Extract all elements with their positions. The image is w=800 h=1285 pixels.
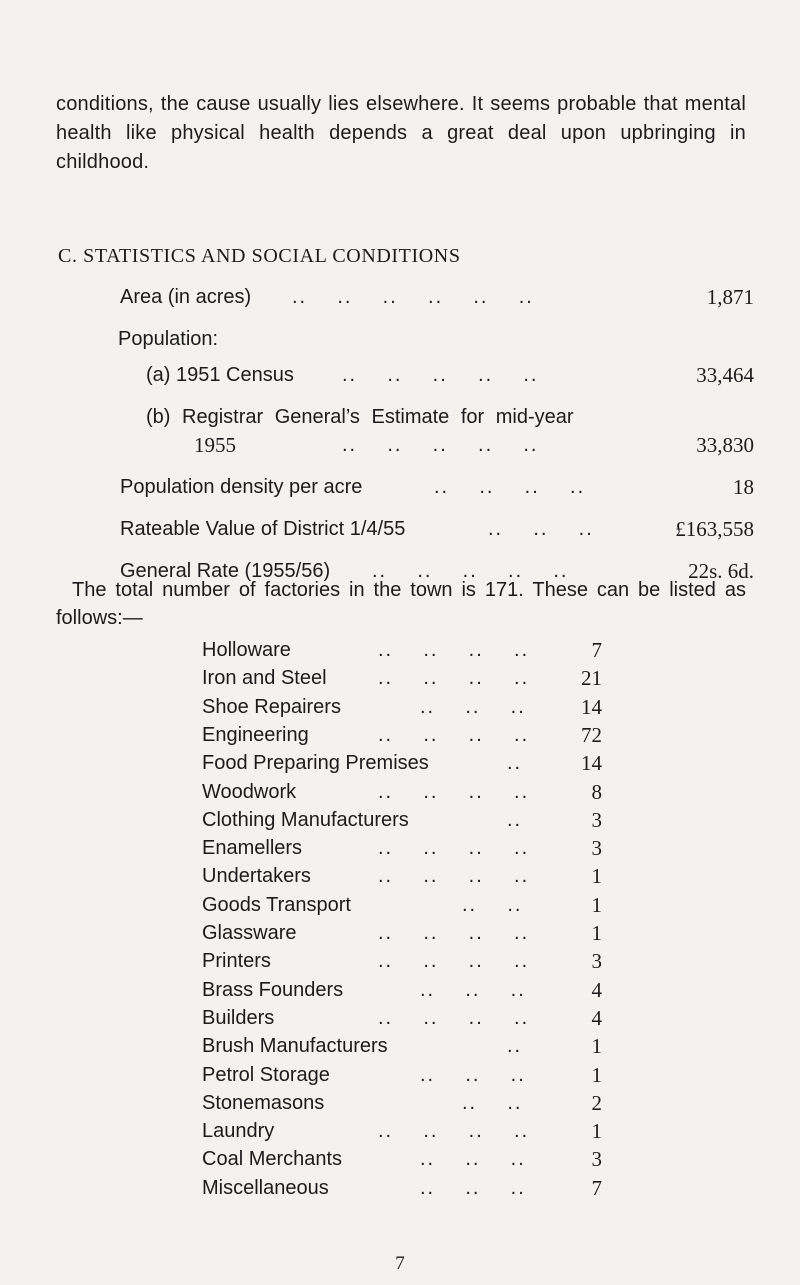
stat-census: (a) 1951 Census .. .. .. .. .. 33,464 [120, 360, 754, 390]
factory-type: Undertakers [202, 865, 311, 888]
factory-row: Food Preparing Premises .. 14 [202, 751, 602, 776]
factory-row: Printers .. .. .. .. 3 [202, 949, 602, 974]
stat-population-heading [118, 324, 752, 354]
factory-count: 1 [591, 892, 602, 917]
factory-row: Coal Merchants .. .. .. 3 [202, 1147, 602, 1172]
stat-general-rate-value: 22s. 6d. [688, 559, 754, 583]
factory-type: Clothing Manufacturers [202, 808, 409, 831]
factory-count: 1 [591, 1062, 602, 1087]
factories-intro-paragraph: The total number of factories in the town is 171. These can be listed as follows:— [56, 579, 746, 629]
factory-type: Printers [202, 950, 271, 973]
stat-estimate-line2: 1955 .. .. .. .. .. 33,830 [120, 430, 754, 460]
factory-type: Brush Manufacturers [202, 1035, 388, 1058]
factory-row: Brass Founders .. .. .. 4 [202, 977, 602, 1002]
factory-type: Petrol Storage [202, 1063, 330, 1086]
factory-type: Shoe Repairers [202, 695, 341, 718]
factory-row: Woodwork .. .. .. .. 8 [202, 779, 602, 804]
factory-row: Shoe Repairers .. .. .. 14 [202, 694, 602, 719]
factory-count: 72 [581, 722, 602, 747]
factory-type: Food Preparing Premises [202, 752, 429, 775]
factory-type: Enamellers [202, 837, 303, 860]
factory-row: Iron and Steel .. .. .. .. 21 [202, 666, 602, 691]
stat-rateable-label: Rateable Value of District 1/4/55 [120, 518, 406, 540]
factory-count: 3 [591, 949, 602, 974]
stat-area-label: Area (in acres) [120, 286, 252, 308]
factory-count: 2 [591, 1090, 602, 1115]
factory-row: Stonemasons .. .. 2 [202, 1090, 602, 1115]
factory-count: 1 [591, 1119, 602, 1144]
factory-row: Enamellers .. .. .. .. 3 [202, 836, 602, 861]
factory-type: Builders [202, 1006, 275, 1029]
section-heading: C. STATISTICS AND SOCIAL CONDITIONS [58, 245, 461, 267]
factory-row: Goods Transport .. .. 1 [202, 892, 602, 917]
factory-count: 14 [581, 694, 602, 719]
stat-estimate-label: (b) Registrar General’s Estimate for mid-year [146, 406, 574, 428]
stat-general-rate-label: General Rate (1955/56) [120, 560, 331, 582]
factory-count: 1 [591, 864, 602, 889]
stat-estimate-value: 33,830 [696, 433, 754, 457]
factory-row: Petrol Storage .. .. .. 1 [202, 1062, 602, 1087]
factory-count: 8 [591, 779, 602, 804]
factory-type: Woodwork [202, 780, 297, 803]
factory-count: 3 [591, 807, 602, 832]
factory-type: Holloware [202, 639, 291, 661]
stat-census-label: (a) 1951 Census [146, 364, 294, 386]
stat-estimate-year: 1955 [194, 433, 236, 457]
factory-row: Glassware .. .. .. .. 1 [202, 921, 602, 945]
factory-type: Engineering [202, 723, 309, 746]
stat-density-value: 18 [733, 475, 754, 499]
factory-row: Laundry .. .. .. .. 1 [202, 1119, 602, 1144]
stat-density-label: Population density per acre [120, 476, 363, 498]
factory-count: 4 [591, 1005, 602, 1030]
factory-row: Builders .. .. .. .. 4 [202, 1005, 602, 1030]
factory-row: Miscellaneous .. .. .. 7 [202, 1175, 602, 1200]
factory-count: 3 [591, 836, 602, 861]
stat-density: Population density per acre .. .. .. .. 18 [120, 472, 754, 502]
factory-type: Glassware [202, 922, 297, 944]
factory-count: 1 [591, 921, 602, 945]
factory-count: 7 [591, 1175, 602, 1200]
factory-row: Brush Manufacturers .. 1 [202, 1034, 602, 1059]
intro-paragraph: conditions, the cause usually lies elsewhere. It seems probable that mental health like physical health depends a great deal upon upbringing in childhood. [56, 93, 746, 173]
page-number: 7 [395, 1253, 405, 1274]
factory-count: 3 [591, 1147, 602, 1172]
factory-type: Brass Founders [202, 978, 344, 1001]
factory-type: Miscellaneous [202, 1176, 329, 1199]
factory-row: Clothing Manufacturers .. 3 [202, 807, 602, 832]
factory-count: 1 [591, 1034, 602, 1059]
factory-count: 7 [591, 638, 602, 662]
factory-count: 14 [581, 751, 602, 776]
stat-population-label: Population: [118, 328, 219, 350]
factory-count: 4 [591, 977, 602, 1002]
factory-row: Holloware .. .. .. .. 7 [202, 638, 602, 662]
factory-type: Stonemasons [202, 1091, 325, 1114]
stat-rateable-value: £163,558 [675, 517, 754, 541]
factory-count: 21 [581, 666, 602, 691]
stat-area: Area (in acres) .. .. .. .. .. .. 1,871 [120, 282, 754, 312]
stat-area-value: 1,871 [706, 285, 754, 309]
stat-rateable: Rateable Value of District 1/4/55 .. .. .. £163,558 [120, 514, 754, 544]
factory-row: Undertakers .. .. .. .. 1 [202, 864, 602, 889]
stat-census-value: 33,464 [696, 363, 754, 387]
factory-type: Iron and Steel [202, 667, 327, 690]
factory-type: Laundry [202, 1120, 275, 1143]
factory-row: Engineering .. .. .. .. 72 [202, 722, 602, 747]
factory-type: Coal Merchants [202, 1148, 343, 1171]
stat-general-rate: General Rate (1955/56) .. .. .. .. .. 22s. 6d. [120, 556, 754, 586]
factory-type: Goods Transport [202, 893, 351, 916]
stat-estimate [120, 402, 754, 432]
